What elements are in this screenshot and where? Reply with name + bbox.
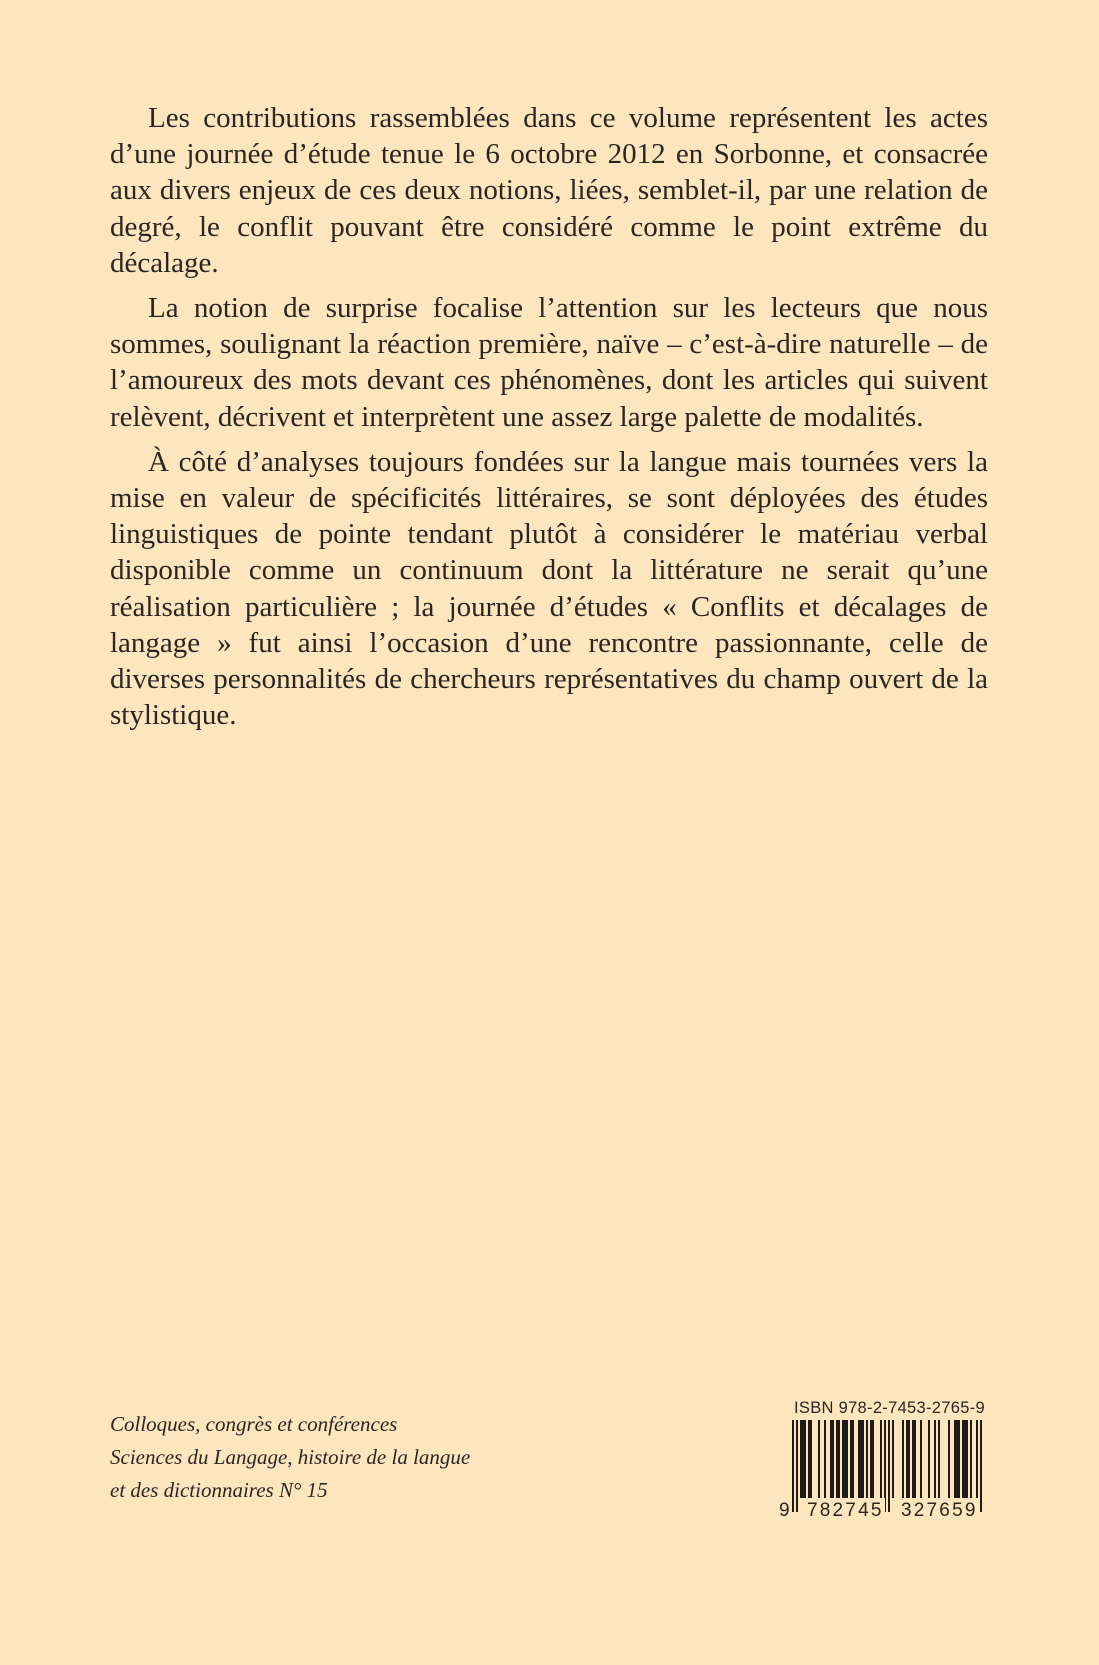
barcode-bar: [906, 1420, 908, 1498]
barcode-bar: [860, 1420, 862, 1498]
barcode-bar: [914, 1420, 916, 1498]
barcode-bar: [980, 1420, 982, 1512]
barcode-bar: [804, 1420, 806, 1498]
barcode-bar: [850, 1420, 852, 1498]
barcode-bar: [892, 1420, 894, 1498]
barcode-bar: [858, 1420, 860, 1498]
barcode-bar: [832, 1420, 834, 1498]
barcode-bar: [836, 1420, 838, 1498]
barcode-bar: [954, 1420, 956, 1498]
barcode-left-digits: 782745: [806, 1498, 885, 1524]
barcode-bar: [846, 1420, 848, 1498]
barcode-digits: [778, 1500, 1010, 1538]
barcode-bar: [938, 1420, 940, 1498]
barcode-bar: [792, 1420, 794, 1512]
barcode-first-digit: 9: [778, 1498, 791, 1524]
isbn-label: ISBN 978-2-7453-2765-9: [794, 1399, 985, 1417]
barcode-right-digits: 327659: [900, 1498, 979, 1524]
barcode-bar: [802, 1420, 804, 1498]
blurb-paragraph-2: La notion de surprise focalise l’attention sur les lecteurs que nous sommes, soulignant la réaction première, naïve – c’est-à-dire naturelle – de l’amoureux des mots devant ces phénomènes, dont les articles qui suivent relèvent, décrivent et interprètent une assez large palette de modalités.: [110, 292, 988, 433]
barcode-bar: [852, 1420, 854, 1498]
barcode-bar: [970, 1420, 972, 1498]
barcode-bar: [870, 1420, 872, 1498]
barcode-bar: [888, 1420, 890, 1512]
barcode-bar: [800, 1420, 802, 1498]
barcode-bar: [818, 1420, 820, 1498]
barcode-bar: [928, 1420, 930, 1498]
barcode-bar: [862, 1420, 864, 1498]
barcode-bar: [962, 1420, 964, 1498]
barcode-bar: [866, 1420, 868, 1498]
barcode-bar: [824, 1420, 826, 1498]
barcode-bar: [908, 1420, 910, 1498]
blurb-paragraph-3: À côté d’analyses toujours fondées sur la langue mais tournées vers la mise en valeur de spécificités littéraires, se sont déployées des études linguistiques de pointe tendant plutôt à considérer le matériau verbal disponible comme un continuum dont la littérature ne serait qu’une réalisation particulière ; la journée d’études « Conflits et décalages de langage » fut ainsi l’occasion d’une rencontre passionnante, celle de diverses personnalités de chercheurs représentatives du champ ouvert de la stylistique.: [110, 445, 988, 732]
blurb-text: [110, 100, 988, 742]
barcode-bar: [844, 1420, 846, 1498]
barcode-bar: [872, 1420, 874, 1498]
barcode-bar: [902, 1420, 904, 1498]
series-line-3: et des dictionnaires N° 15: [110, 1478, 328, 1502]
barcode-bar: [966, 1420, 968, 1498]
isbn-block: [778, 1398, 1010, 1538]
barcode-bar: [956, 1420, 958, 1498]
barcode-bar: [958, 1420, 960, 1498]
barcode-bar: [838, 1420, 840, 1498]
barcode-bar: [948, 1420, 950, 1498]
barcode-bar: [810, 1420, 812, 1498]
barcode-bar: [920, 1420, 922, 1498]
barcode-bar: [880, 1420, 882, 1498]
barcode-bar: [808, 1420, 810, 1498]
barcode-bar: [964, 1420, 966, 1498]
barcode-bar: [934, 1420, 936, 1498]
barcode-bar: [912, 1420, 914, 1498]
barcode-bar: [830, 1420, 832, 1498]
series-line-1: Colloques, congrès et conférences: [110, 1412, 398, 1436]
barcode-bar: [842, 1420, 844, 1498]
blurb-paragraph-1: Les contributions rassemblées dans ce volume représentent les actes d’une journée d’étude tenue le 6 octobre 2012 en Sorbonne, et consacrée aux divers enjeux de ces deux notions, liées, semblet-il, par une relation de degré, le conflit pouvant être considéré comme le point extrême du décalage.: [110, 102, 988, 279]
series-line-2: Sciences du Langage, histoire de la langue: [110, 1445, 471, 1469]
series-info: [110, 1408, 630, 1507]
barcode-bar: [796, 1420, 798, 1512]
